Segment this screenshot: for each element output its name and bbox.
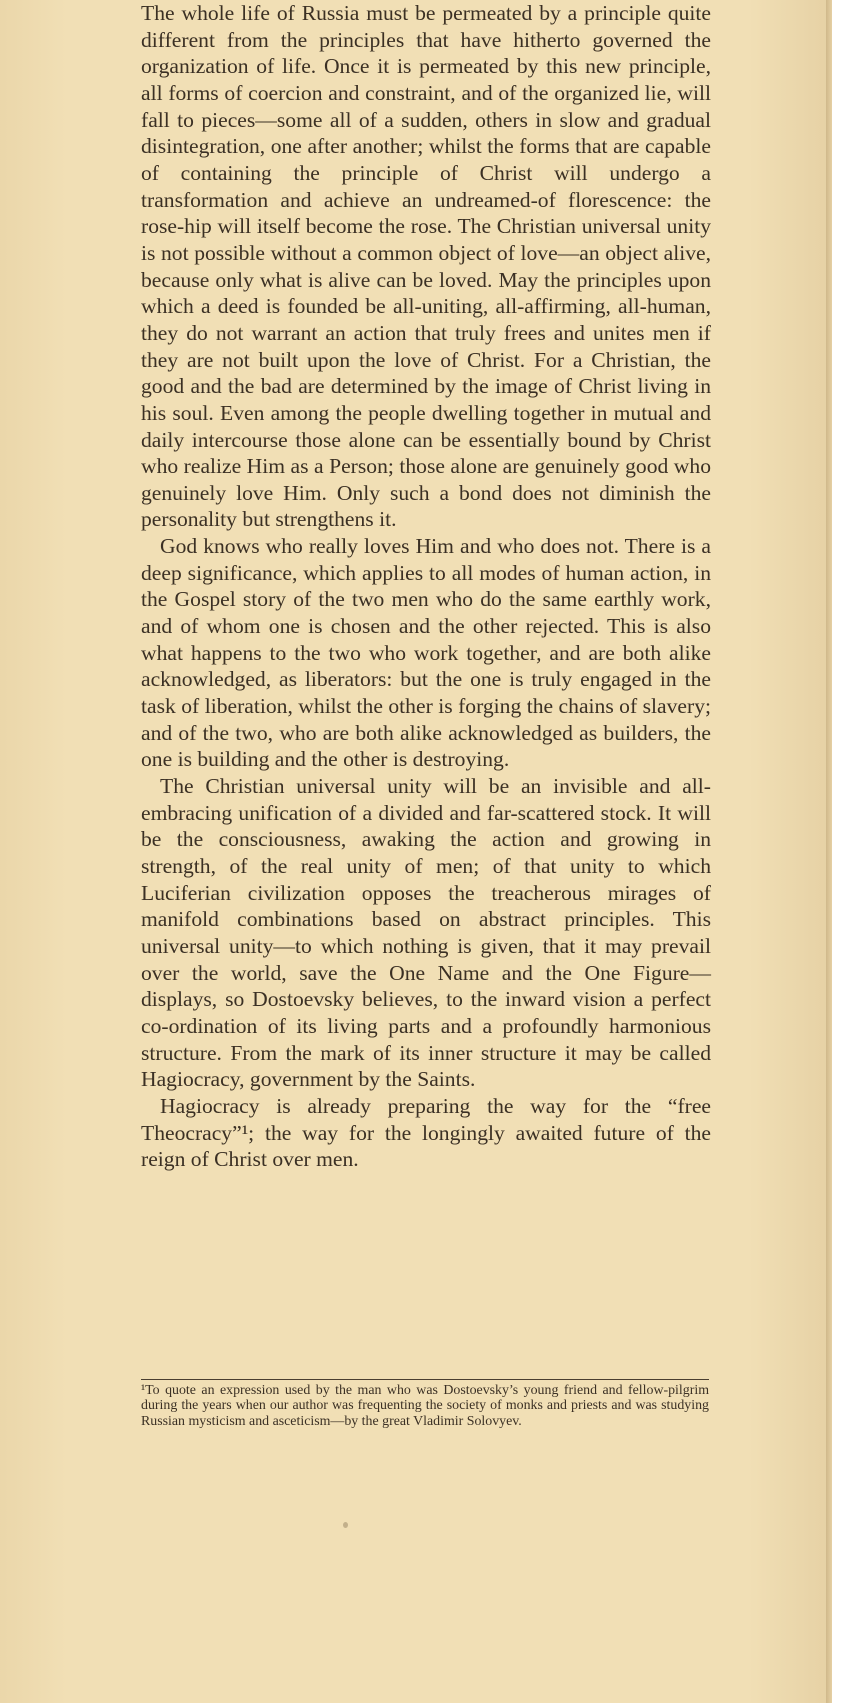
paper-speck [343, 1522, 348, 1528]
body-text [141, 0, 711, 1173]
footnote: ¹To quote an expression used by the man who was Dostoevsky’s young friend and fellow-pilgrim during the years when our author was frequenting the society of monks and priests and was studying Russian mysticism and asceticism—by the great Vladimir Solovyev. [141, 1383, 709, 1429]
paragraph-1: The whole life of Russia must be permeated by a principle quite different from the principles that have hitherto governed the organization of life. Once it is permeated by this new principle, all forms of coercion and constraint, and of the organized lie, will fall to pieces—some all of a sudden, others in slow and gradual disintegration, one after another; whilst the forms that are capable of containing the principle of Christ will undergo a transformation and achieve an undreamed-of florescence: the rose-hip will itself become the rose. The Christian universal unity is not possible without a common object of love—an object alive, because only what is alive can be loved. May the principles upon which a deed is founded be all-uniting, all-affirming, all-human, they do not warrant an action that truly frees and unites men if they are not built upon the love of Christ. For a Christian, the good and the bad are determined by the image of Christ living in his soul. Even among the people dwelling together in mutual and daily intercourse those alone can be essentially bound by Christ who realize Him as a Person; those alone are genuinely good who genuinely love Him. Only such a bond does not diminish the personality but strengthens it. [141, 1, 711, 532]
paragraph-4: Hagiocracy is already preparing the way for the “free Theocracy”¹; the way for the longingly awaited future of the reign of Christ over men. [141, 1093, 711, 1172]
paragraph-3: The Christian universal unity will be an invisible and all-embracing unification of a divided and far-scattered stock. It will be the consciousness, awaking the action and growing in strength, of the real unity of men; of that unity to which Luciferian civilization opposes the treacherous mirages of manifold combinations based on abstract principles. This universal unity—to which nothing is given, that it may prevail over the world, save the One Name and the One Figure—displays, so Dostoevsky believes, to the inward vision a perfect co-ordination of its living parts and a profoundly harmonious structure. From the mark of its inner structure it may be called Hagiocracy, government by the Saints. [141, 774, 711, 1092]
paragraph-2: God knows who really loves Him and who does not. There is a deep significance, which applies to all modes of human action, in the Gospel story of the two men who do the same earthly work, and of whom one is chosen and the other rejected. This is also what happens to the two who work together, and are both alike acknowledged, as liberators: but the one is truly engaged in the task of liberation, whilst the other is forging the chains of slavery; and of the two, who are both alike acknowledged as builders, the one is building and the other is destroying. [141, 534, 711, 772]
footnote-divider [141, 1379, 709, 1380]
scan-background [832, 0, 858, 1703]
